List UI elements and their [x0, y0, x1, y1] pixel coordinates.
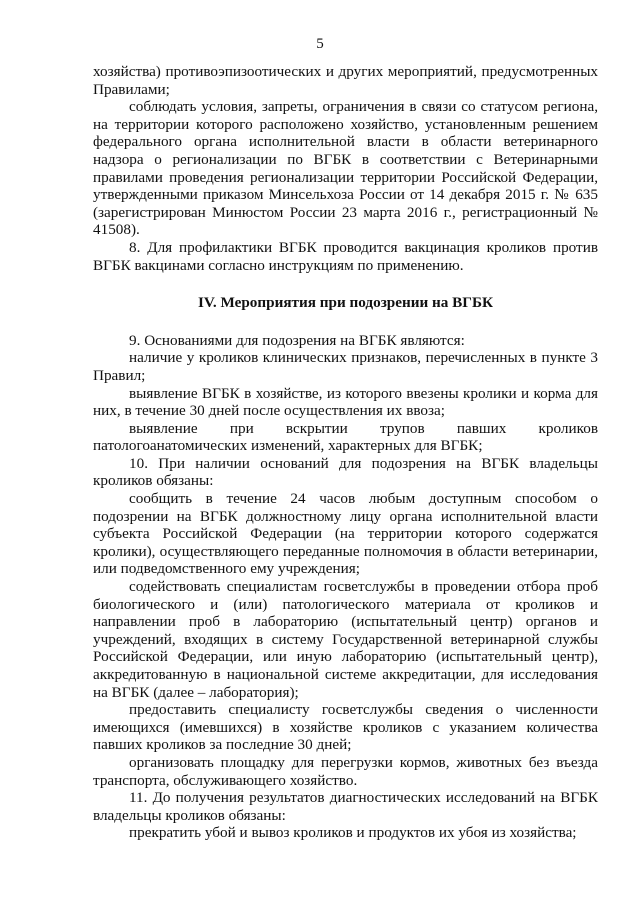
section-heading: IV. Мероприятия при подозрении на ВГБК [197, 294, 494, 312]
paragraph-continuation: хозяйства) противоэпизоотических и других мероприятий, предусмотренных Правилами; [93, 63, 598, 98]
paragraph-stop-slaughter: прекратить убой и вывоз кроликов и продуктов их убоя из хозяйства; [129, 824, 577, 842]
page-number: 5 [316, 36, 324, 52]
paragraph-organize-site: организовать площадку для перегрузки кормов, животных без въезда транспорта, обслуживающего хозяйство. [93, 753, 598, 789]
paragraph-item-10: 10. При наличии оснований для подозрения на ВГБК владельцы кроликов обязаны: [93, 454, 598, 490]
paragraph-clinical-signs: наличие у кроликов клинических признаков, перечисленных в пункте 3 Правил; [93, 349, 598, 384]
paragraph-item-9: 9. Основаниями для подозрения на ВГБК являются: [129, 331, 465, 349]
document-body [93, 63, 598, 842]
paragraph-autopsy-findings: выявление при вскрытии трупов павших кроликов патологоанатомических изменений, характерных для ВГБК; [93, 419, 598, 455]
paragraph-item-11: 11. До получения результатов диагностических исследований на ВГБК владельцы кроликов обязаны: [93, 789, 598, 824]
paragraph-region-conditions: соблюдать условия, запреты, ограничения в связи со статусом региона, на территории которого расположено хозяйство, установленным решением федерального органа исполнительной власти в области ветеринарного надзора о регионализации по ВГБК в соответствии с Ветеринарными правилами проведения регионализации территории Российской Федерации, утвержденными приказом Минсельхоза России от 14 декабря 2015 г. № 635 (зарегистрирован Минюстом России 23 марта 2016 г., регистрационный № 41508). [93, 98, 598, 239]
paragraph-item-8: 8. Для профилактики ВГБК проводится вакцинация кроликов против ВГБК вакцинами согласно инструкциям по применению. [93, 238, 598, 274]
paragraph-report-suspicion: сообщить в течение 24 часов любым доступным способом о подозрении на ВГБК должностному лицу органа исполнительной власти субъекта Российской Федерации (на территории которого содержатся кролики), осуществляющего переданные полномочия в области ветеринарии, или подведомственного ему учреждения; [93, 490, 598, 578]
paragraph-detection-origin: выявление ВГБК в хозяйстве, из которого ввезены кролики и корма для них, в течение 30 дней после осуществления их ввоза; [93, 384, 598, 420]
paragraph-provide-info: предоставить специалисту госветслужбы сведения о численности имеющихся (имевшихся) в хозяйстве кроликов с указанием количества павших кроликов за последние 30 дней; [93, 701, 598, 754]
paragraph-assist-sampling: содействовать специалистам госветслужбы в проведении отбора проб биологического и (или) патологического материала от кроликов и направлении проб в лабораторию (испытательный центр) органов и учреждений, входящих в систему Государственной ветеринарной службы Российской Федерации, или иную лабораторию (испытательный центр), аккредитованную в национальной системе аккредитации, для исследования на ВГБК (далее – лаборатория); [93, 578, 598, 701]
